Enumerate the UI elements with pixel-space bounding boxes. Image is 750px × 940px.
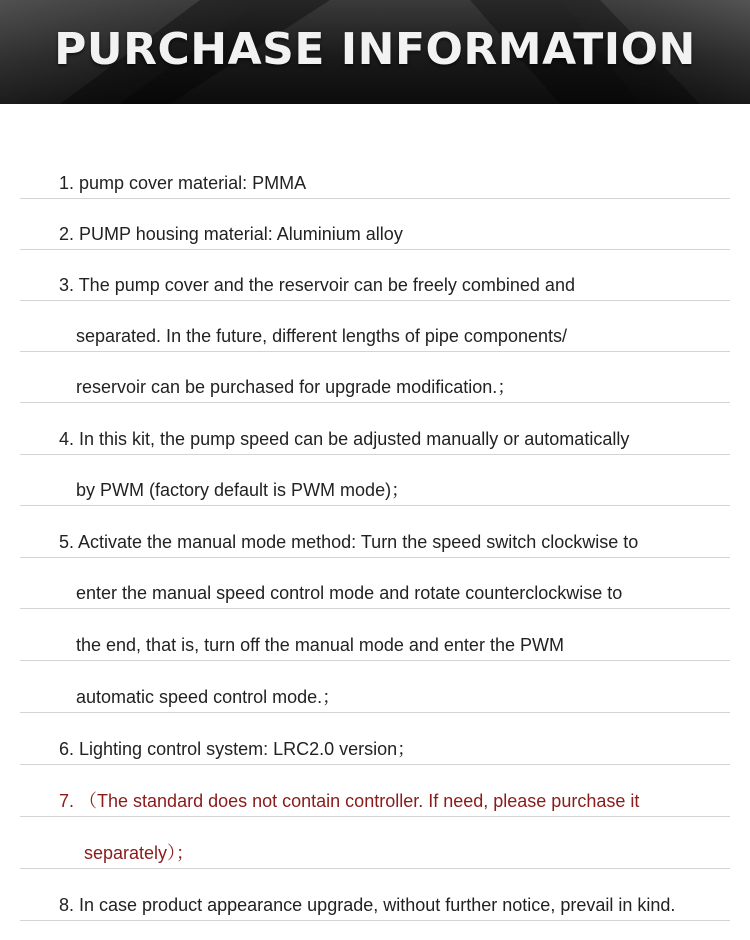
info-line-text: 5. Activate the manual mode method: Turn the speed switch clockwise to xyxy=(59,532,639,552)
info-line xyxy=(0,404,750,455)
divider xyxy=(20,608,730,609)
info-line xyxy=(0,455,750,506)
info-line xyxy=(0,558,750,609)
info-line-text: the end, that is, turn off the manual mode and enter the PWM xyxy=(76,635,564,655)
info-line xyxy=(0,301,750,352)
info-line-note xyxy=(0,818,750,869)
info-line-text: 6. Lighting control system: LRC2.0 version； xyxy=(59,739,416,759)
info-line xyxy=(0,250,750,301)
info-line-text: 4. In this kit, the pump speed can be adjusted manually or automatically xyxy=(59,429,630,449)
divider xyxy=(20,712,730,713)
info-line-text-note: separately）； xyxy=(84,843,195,863)
page-title: PURCHASE INFORMATION xyxy=(54,24,696,75)
divider xyxy=(20,660,730,661)
divider xyxy=(20,868,730,869)
info-line-text: automatic speed control mode.； xyxy=(76,687,341,707)
info-line xyxy=(0,870,750,921)
divider xyxy=(20,505,730,506)
info-line xyxy=(0,199,750,250)
info-line xyxy=(0,507,750,558)
divider xyxy=(20,920,730,921)
info-line-text: 8. In case product appearance upgrade, without further notice, prevail in kind. xyxy=(59,895,676,915)
info-line-text: by PWM (factory default is PWM mode)； xyxy=(76,480,410,500)
info-line xyxy=(0,148,750,199)
info-line xyxy=(0,662,750,713)
divider xyxy=(20,816,730,817)
info-line-note xyxy=(0,766,750,817)
info-line-text: reservoir can be purchased for upgrade modification.； xyxy=(76,377,516,397)
info-line-text: 1. pump cover material: PMMA xyxy=(59,173,307,193)
info-line-text: separated. In the future, different lengths of pipe components/ xyxy=(76,326,567,346)
info-line-text: 2. PUMP housing material: Aluminium alloy xyxy=(59,224,403,244)
info-line xyxy=(0,714,750,765)
info-line xyxy=(0,352,750,403)
info-line-text: 3. The pump cover and the reservoir can be freely combined and xyxy=(59,275,575,295)
info-line-text-note: 7. （The standard does not contain controller. If need, please purchase it xyxy=(59,791,640,811)
info-line-text: enter the manual speed control mode and rotate counterclockwise to xyxy=(76,583,623,603)
divider xyxy=(20,402,730,403)
divider xyxy=(20,764,730,765)
info-line xyxy=(0,610,750,661)
